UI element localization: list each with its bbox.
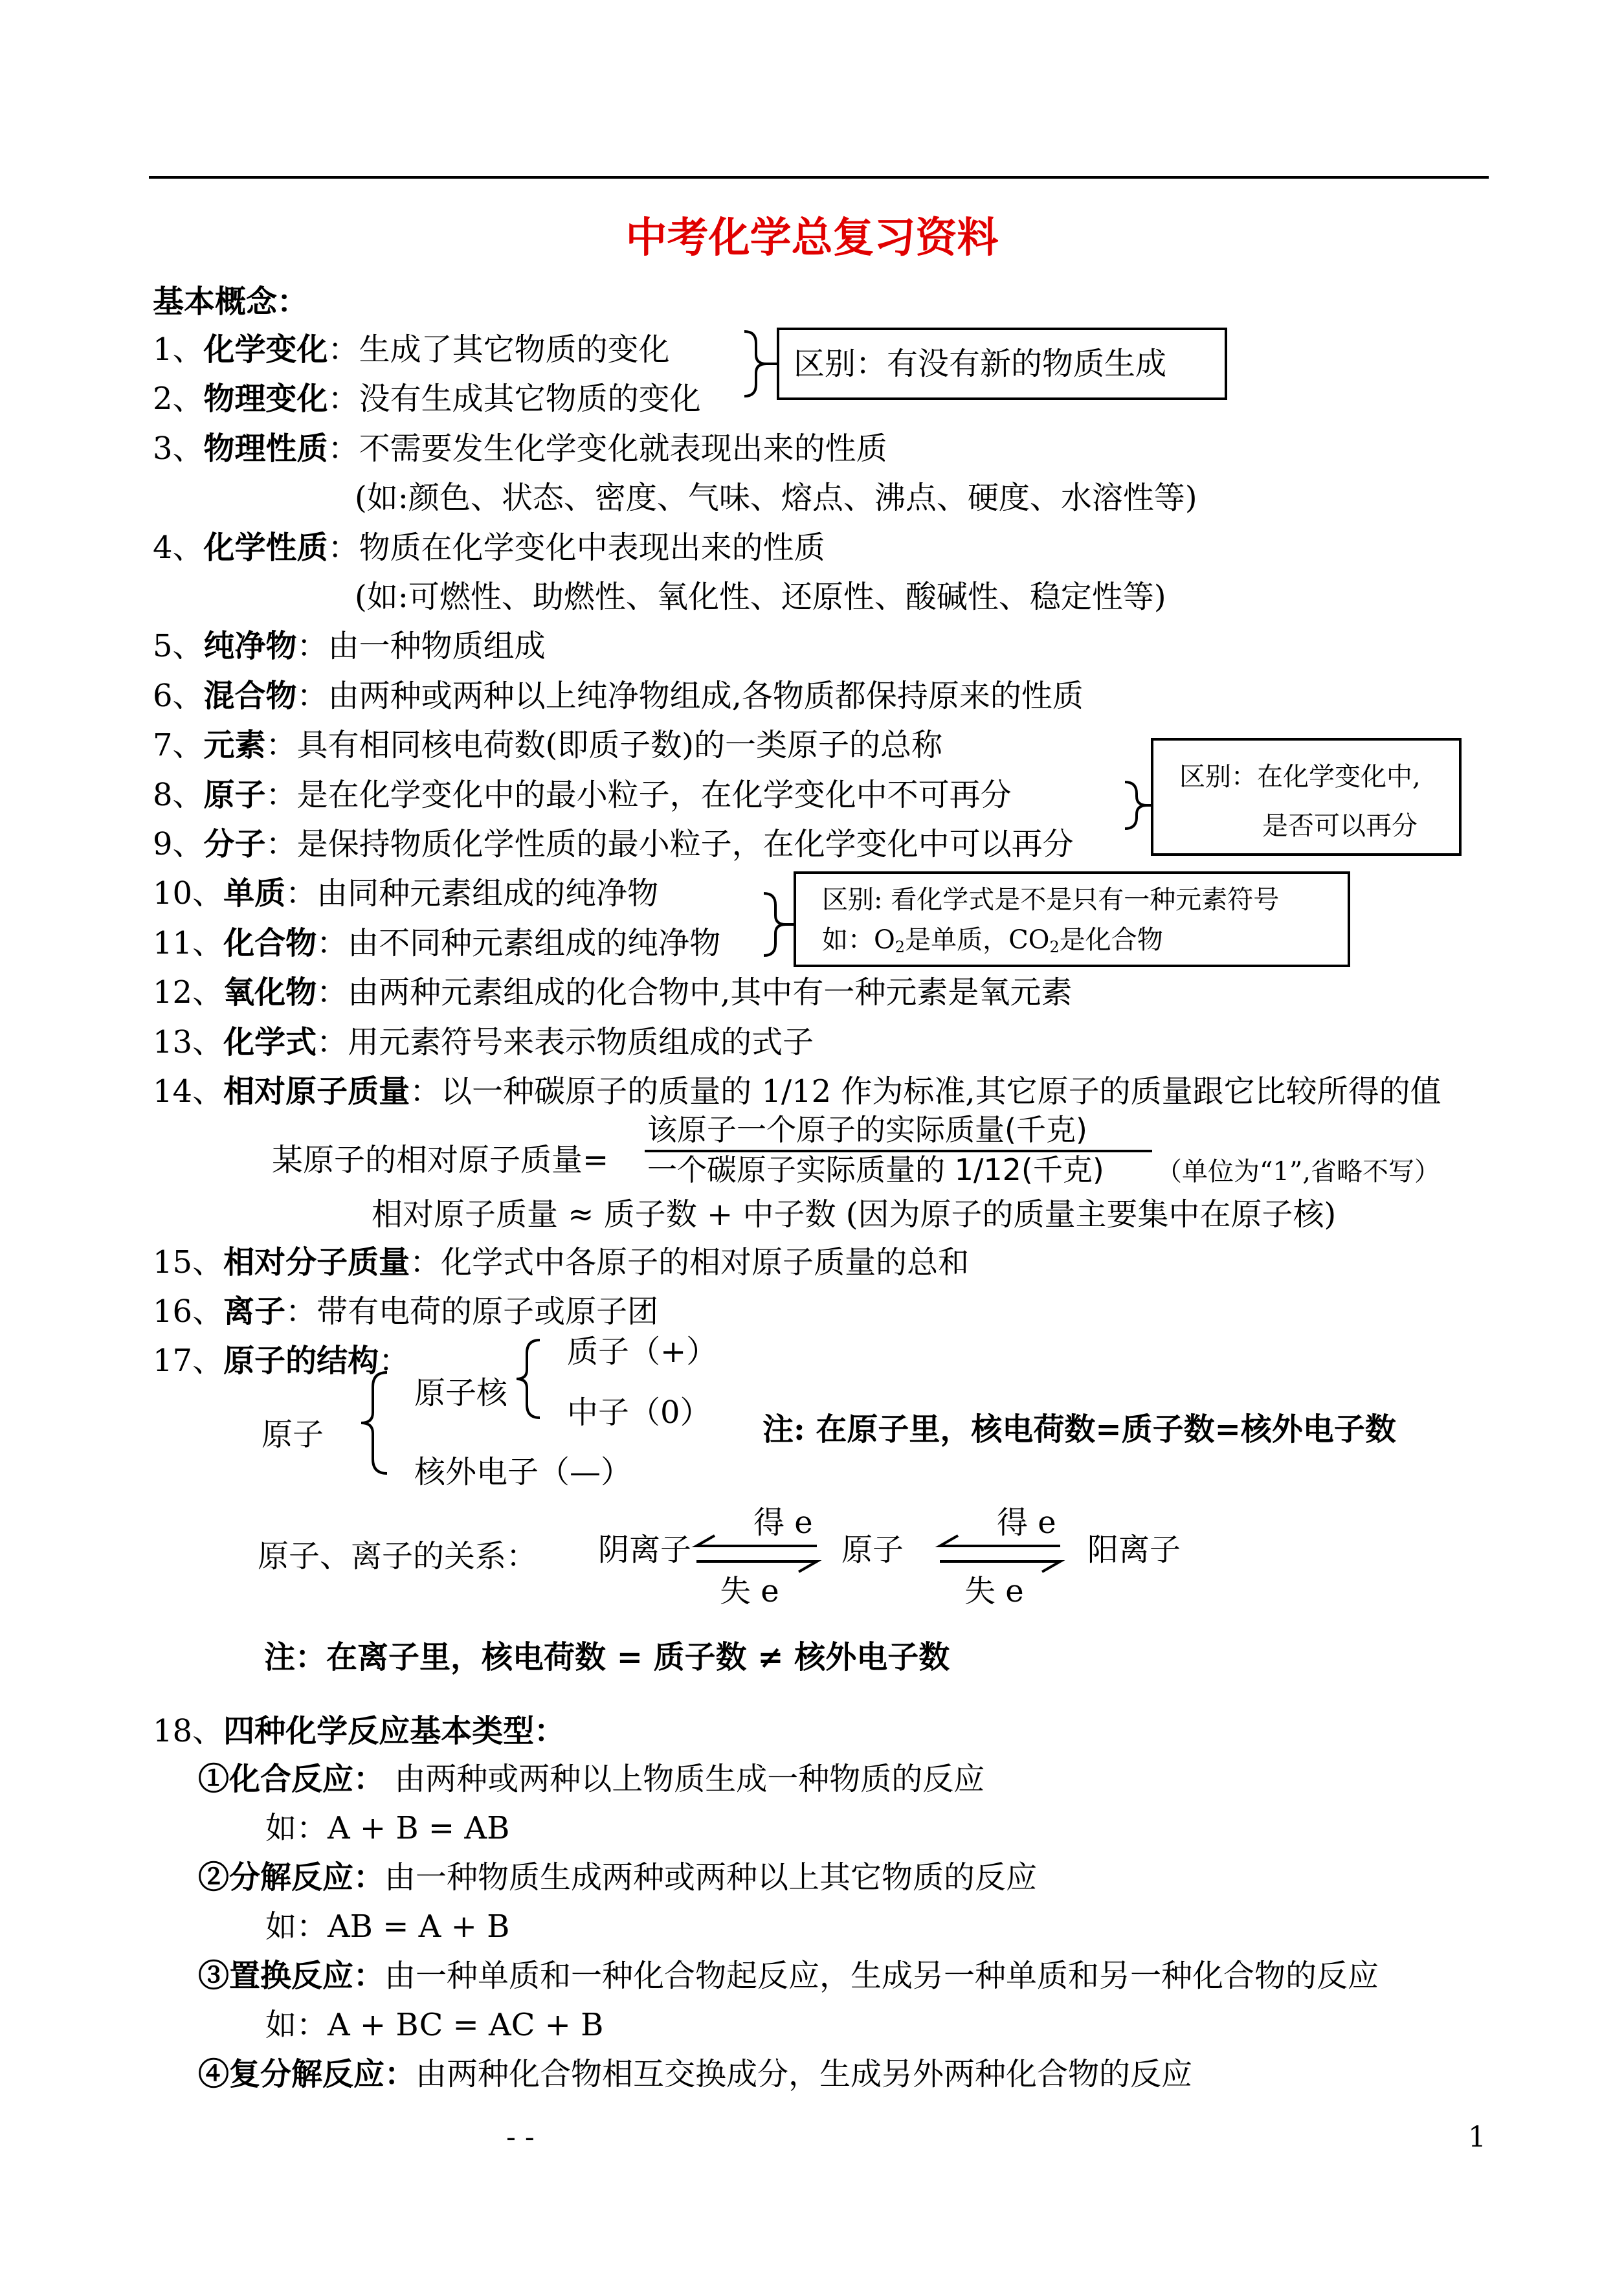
difference-text-2a: 区别：在化学变化中,	[1179, 762, 1421, 792]
item-number: 8、	[153, 776, 204, 813]
item-definition: ：是保持物质化学性质的最小粒子，在化学变化中可以再分	[265, 826, 1074, 862]
item-definition: ：不需要发生化学变化就表现出来的性质	[328, 430, 887, 467]
formula-numerator: 该原子一个原子的实际质量(千克)	[647, 1112, 1087, 1147]
structure-atom: 原子	[261, 1416, 324, 1453]
item-definition: ：物质在化学变化中表现出来的性质	[328, 529, 825, 566]
item-definition: (如:可燃性、助燃性、氧化性、还原性、酸碱性、稳定性等)	[355, 579, 1166, 615]
item-number: 9、	[153, 826, 204, 862]
item-definition: (如:颜色、状态、密度、气味、熔点、沸点、硬度、水溶性等)	[355, 480, 1197, 517]
item-definition: ：由两种或两种以上纯净物组成,各物质都保持原来的性质	[296, 677, 1084, 714]
item-term: 混合物	[203, 677, 297, 714]
difference-text-1: 区别：有没有新的物质生成	[794, 346, 1167, 382]
brace-1-2	[744, 331, 766, 396]
item-definition: ：以一种碳原子的质量的 1/12 作为标准,其它原子的质量跟它比较所得的值	[410, 1073, 1441, 1110]
relation-label: 原子、离子的关系：	[258, 1538, 538, 1574]
formula-denominator: 一个碳原子实际质量的 1/12(千克)	[647, 1152, 1104, 1187]
item-definition: ：用元素符号来表示物质组成的式子	[317, 1023, 814, 1060]
item-definition: ：由不同种元素组成的纯净物	[317, 924, 721, 961]
item-term: 物理变化	[203, 381, 328, 418]
structure-electron: 核外电子（—）	[414, 1454, 632, 1490]
item-number: 13、	[153, 1023, 224, 1060]
item-term: 元素	[203, 727, 266, 764]
formula-unit-note: （单位为“1”,省略不写）	[1156, 1157, 1441, 1187]
item-number: 10、	[153, 875, 224, 912]
item-definition: ：是在化学变化中的最小粒子，在化学变化中不可再分	[265, 776, 1012, 813]
item-term: 相对原子质量	[223, 1073, 410, 1110]
item-number: 7、	[153, 727, 204, 764]
brace-8-9	[1125, 782, 1147, 829]
item-term: 物理性质	[203, 430, 328, 467]
item-term: 分子	[203, 826, 266, 862]
item-definition: ：具有相同核电荷数(即质子数)的一类原子的总称	[265, 727, 943, 764]
reactions-heading: 18、四种化学反应基本类型：	[153, 1713, 566, 1749]
item-number: 15、	[153, 1244, 224, 1281]
item-term: 化学式	[223, 1023, 317, 1060]
item-number: 1、	[153, 331, 204, 368]
item-term: 相对分子质量	[223, 1244, 410, 1281]
footer-marks: - -	[506, 2121, 535, 2154]
item-term: 氧化物	[223, 974, 317, 1011]
item-term: 纯净物	[203, 628, 297, 665]
structure-neutron: 中子（0）	[567, 1394, 711, 1431]
item-term: 原子的结构	[223, 1343, 379, 1379]
relation-lose-2: 失 e	[964, 1573, 1024, 1609]
formula-prefix: 某原子的相对原子质量=	[272, 1142, 609, 1178]
item-number: 14、	[153, 1073, 224, 1110]
item-definition: ：由两种元素组成的化合物中,其中有一种元素是氧元素	[317, 974, 1073, 1011]
item-definition: ：没有生成其它物质的变化	[328, 381, 701, 418]
reaction-definition: 由两种化合物相互交换成分，生成另外两种化合物的反应	[416, 2056, 1193, 2092]
relation-gain-2: 得 e	[997, 1504, 1056, 1541]
reaction-definition: 由一种物质生成两种或两种以上其它物质的反应	[384, 1859, 1038, 1896]
reaction-definition: 由两种或两种以上物质生成一种物质的反应	[384, 1761, 985, 1797]
relation-gain-1: 得 e	[753, 1504, 813, 1541]
relation-atom: 原子	[841, 1532, 904, 1568]
reaction-name: ③置换反应：	[198, 1958, 385, 1994]
item-term: 化学性质	[203, 529, 328, 566]
relation-anion: 阴离子	[598, 1532, 692, 1568]
relation-note: 注：在离子里，核电荷数 = 质子数 ≠ 核外电子数	[264, 1639, 950, 1675]
item-definition: ：化学式中各原子的相对原子质量的总和	[410, 1244, 970, 1281]
reaction-example: 如：A + BC = AC + B	[265, 2007, 604, 2043]
item-number: 4、	[153, 529, 204, 566]
reaction-name: ④复分解反应：	[198, 2056, 416, 2092]
structure-nucleus: 原子核	[414, 1375, 508, 1411]
reaction-example: 如：A + B = AB	[265, 1810, 510, 1846]
reaction-definition: 由一种单质和一种化合物起反应，生成另一种单质和另一种化合物的反应	[384, 1958, 1379, 1994]
relation-lose-1: 失 e	[720, 1573, 779, 1609]
item-term: 原子	[203, 776, 266, 813]
structure-note: 注: 在原子里，核电荷数=质子数=核外电子数	[762, 1411, 1396, 1448]
page-title: 中考化学总复习资料	[625, 214, 999, 262]
item-number: 12、	[153, 974, 224, 1011]
item-term: 化学变化	[203, 331, 328, 368]
item-number: 3、	[153, 430, 204, 467]
brace-10-11	[764, 893, 786, 956]
item-number: 17、	[153, 1343, 224, 1379]
difference-text-3b: 如：$O_2$是单质，$CO_2$是化合物	[822, 925, 1163, 956]
page-number: 1	[1468, 2121, 1486, 2154]
item-term: 化合物	[223, 924, 317, 961]
item-number: 2、	[153, 381, 204, 418]
section-heading: 基本概念：	[153, 284, 309, 320]
item-definition: ：	[379, 1343, 410, 1379]
structure-proton: 质子（+）	[567, 1334, 718, 1370]
reaction-example: 如：AB = A + B	[265, 1908, 510, 1945]
item-number: 6、	[153, 677, 204, 714]
item-definition: ：由同种元素组成的纯净物	[285, 875, 659, 912]
reaction-name: ①化合反应：	[198, 1761, 385, 1797]
item-number: 5、	[153, 628, 204, 665]
item-definition: ：生成了其它物质的变化	[328, 331, 670, 368]
item-term: 离子	[223, 1293, 286, 1330]
item-term: 单质	[223, 875, 286, 912]
relation-cation: 阳离子	[1087, 1532, 1181, 1568]
brace-nucleus	[517, 1340, 540, 1418]
difference-text-2b: 是否可以再分	[1262, 811, 1418, 841]
item-definition: ：带有电荷的原子或原子团	[285, 1293, 659, 1330]
difference-text-3a: 区别: 看化学式是不是只有一种元素符号	[822, 885, 1280, 915]
item-number: 16、	[153, 1293, 224, 1330]
item-number: 11、	[153, 924, 224, 961]
reaction-name: ②分解反应：	[198, 1859, 385, 1896]
formula-approximation: 相对原子质量 ≈ 质子数 + 中子数 (因为原子的质量主要集中在原子核)	[372, 1196, 1337, 1233]
brace-atom	[361, 1372, 387, 1473]
item-definition: ：由一种物质组成	[296, 628, 546, 665]
